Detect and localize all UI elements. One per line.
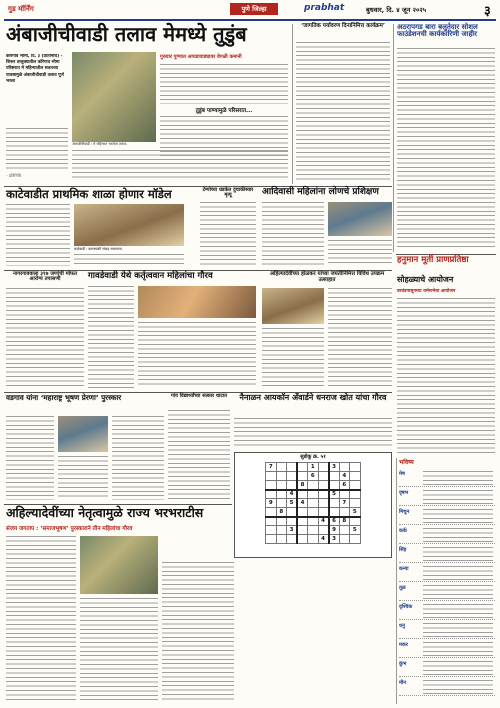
lead-callout2: तुडुंब पाण्यामुळे परिसरात... <box>195 108 253 114</box>
horoscope-text <box>423 661 493 675</box>
horoscope-item <box>399 525 495 544</box>
horoscope-text <box>423 471 493 485</box>
sudoku-cell <box>318 463 329 472</box>
bottom-subhead: संजय जगताप : ‘समाजभूषण’ पुरस्काराने तीन महिलांचा गौरव <box>6 526 133 532</box>
sudoku-cell <box>297 472 308 481</box>
horoscope-text <box>423 642 493 656</box>
bottom-body-1 <box>6 536 76 700</box>
horoscope-sign-label: कन्या <box>399 566 409 572</box>
balutedar-article <box>397 24 495 252</box>
horoscope-item <box>399 582 495 601</box>
sudoku-cell: 4 <box>318 535 329 544</box>
column-rule-2 <box>393 24 394 252</box>
sudoku-cell <box>318 472 329 481</box>
brand-logo: prabhat <box>304 3 345 13</box>
bottom-body-3 <box>162 562 234 700</box>
lead-byline: - प्रतिनिधि <box>6 173 22 178</box>
sudoku-cell <box>350 472 361 481</box>
horoscope-text <box>423 490 493 504</box>
school-body-left <box>6 204 70 266</box>
sudoku-row <box>266 472 361 481</box>
adivasi-body2 <box>328 240 392 266</box>
sudoku-title: सुडोकू क्र. ५१ <box>300 454 326 460</box>
sudoku-cell <box>308 490 319 499</box>
sudoku-cell: 6 <box>339 481 350 490</box>
hanuman-headline: हनुमान मूर्ती प्राणप्रतिष्ठा <box>397 255 469 265</box>
sudoku-cell <box>276 472 287 481</box>
sudoku-cell: 4 <box>287 490 298 499</box>
lead-body-left <box>6 128 68 172</box>
sudoku-cell: 5 <box>350 508 361 517</box>
sudoku-cell <box>266 472 277 481</box>
horoscope-item <box>399 544 495 563</box>
award-body-3 <box>112 416 164 500</box>
sudoku-cell <box>308 481 319 490</box>
award-photo <box>58 416 108 452</box>
sudoku-cell: 5 <box>287 499 298 508</box>
sudoku-cell <box>287 481 298 490</box>
health-camp-title: नागरगाववाला ३१७ जणांची मोफत आरोग्य तपासणी <box>13 271 77 283</box>
hanuman-subhead: सोहळ्याचे आयोजन <box>397 275 454 284</box>
sudoku-cell: 3 <box>287 526 298 535</box>
sudoku-cell: 9 <box>266 499 277 508</box>
sudoku-row <box>266 490 361 499</box>
nayan-headline: नैनाळन आयकॉन अँवार्डने धनराज खोत यांचा गौरव <box>239 393 387 402</box>
sudoku-cell: 3 <box>329 463 340 472</box>
school-body-right <box>74 254 184 266</box>
gavade-headline: गावडेवाडी येथे कर्तृत्ववान महिलांचा गौरव <box>88 271 213 281</box>
sudoku-cell <box>350 490 361 499</box>
school-headline: काटेवाडीत प्राथमिक शाळा होणार मॉडेल <box>6 187 172 201</box>
horoscope-item <box>399 677 495 696</box>
sudoku-cell: 4 <box>339 472 350 481</box>
ahilya-events-body <box>262 328 324 388</box>
horoscope-item <box>399 639 495 658</box>
horoscope-text <box>423 566 493 580</box>
environment-title: ‘जागतिक पर्यावरण दिनानिमित्त कार्यक्रम’ <box>301 23 385 29</box>
health-camp-article <box>6 272 84 390</box>
sudoku-cell: 4 <box>318 517 329 526</box>
page-number: ३ <box>484 4 491 19</box>
horoscope-sign-label: सिंह <box>399 547 407 553</box>
masthead <box>0 0 500 22</box>
sudoku-cell <box>276 481 287 490</box>
horoscope-item <box>399 658 495 677</box>
sudoku-cell <box>318 481 329 490</box>
lead-body-bottom <box>72 150 288 178</box>
sudoku-cell: 5 <box>329 490 340 499</box>
horoscope-item <box>399 563 495 582</box>
student-article <box>168 394 230 502</box>
sudoku-cell: 6 <box>329 517 340 526</box>
sudoku-cell <box>287 463 298 472</box>
masthead-rule <box>4 19 496 21</box>
sudoku-cell <box>339 490 350 499</box>
sudoku-cell: 4 <box>297 499 308 508</box>
nayan-article <box>234 394 392 448</box>
adivasi-body <box>262 202 324 266</box>
sudoku-cell: 6 <box>308 472 319 481</box>
sudoku-cell: 9 <box>329 526 340 535</box>
hanuman-kicker: वरवंडपासूनच्या धर्मसभेचा आयोजन <box>397 289 456 294</box>
column-rule-3 <box>396 458 397 704</box>
sudoku-cell <box>350 463 361 472</box>
school-photo <box>74 204 184 246</box>
horoscope-sign-label: वृषभ <box>399 490 409 496</box>
sudoku-cell <box>297 490 308 499</box>
sudoku-cell <box>266 481 277 490</box>
sudoku-cell <box>297 463 308 472</box>
sudoku-row <box>266 463 361 472</box>
tempo-title: टेम्पोच्या धडकेत दुचाकीस्वार मृत्यू <box>202 187 254 199</box>
horoscope-text <box>423 604 493 618</box>
adivasi-article <box>262 188 392 268</box>
hanuman-body <box>397 298 495 454</box>
gavade-photo <box>138 286 256 318</box>
sudoku-cell <box>350 481 361 490</box>
edition-date: बुधवार, दि. ४ जून २०२५ <box>366 6 427 14</box>
sudoku-cell: 8 <box>297 481 308 490</box>
horoscope-text <box>423 528 493 542</box>
sudoku-cell <box>329 481 340 490</box>
bottom-photo <box>80 536 158 594</box>
horoscope-item <box>399 468 495 487</box>
horoscope-sign-label: तूळ <box>399 585 406 591</box>
horoscope-item <box>399 487 495 506</box>
balutedar-body <box>397 48 495 248</box>
student-title: गांव विद्यार्थ्यांच्या सत्कार थाटात <box>171 393 227 399</box>
bottom-body-2 <box>80 598 158 700</box>
lead-headline: अंबाजीचीवाडी तलाव मेमध्ये तुडुंब <box>6 22 247 46</box>
sudoku-cell: 3 <box>329 535 340 544</box>
horoscope-text <box>423 680 493 694</box>
lead-intro: कोरेगाव भीमा, दि. ३ (प्रतिनिधि) - शिरूर तालुक्यातील कोरेगाव भीमा परिसरात मे महिन्यातील सततच्या पावसामुळे अंबाजीचीवाडी तलाव पूर्ण भरला <box>6 54 64 84</box>
ahilya-events-body2 <box>328 288 392 388</box>
school-article <box>6 188 188 268</box>
environment-article <box>296 24 390 184</box>
ahilya-events-title: अहिल्यादेवींच्या होळकर यांच्या जयंतीनिमित्त विविध उपक्रम उत्साहात <box>269 271 385 283</box>
sudoku-cell <box>287 472 298 481</box>
horoscope-text <box>423 547 493 561</box>
ahilya-events-photo <box>262 288 324 324</box>
lead-callout: गुरुवार पुण्यात आयडावाड्यावर वेगळी कमानी <box>160 54 242 60</box>
horoscope-title: भविष्य <box>399 459 414 466</box>
school-photo-caption: काटेवाडी : ग्रामस्थांशी संवाद साधताना. <box>74 247 123 251</box>
sudoku-cell: 7 <box>266 463 277 472</box>
sudoku-row <box>266 481 361 490</box>
horoscope-sign-label: मीन <box>399 680 407 686</box>
tempo-article <box>200 188 256 268</box>
nayan-body <box>234 418 392 446</box>
gavade-article <box>88 272 258 390</box>
tempo-body <box>200 202 256 266</box>
horoscope-sign-label: मकर <box>399 642 408 648</box>
lead-body-mid <box>160 64 288 104</box>
lead-article <box>6 24 288 184</box>
environment-body <box>296 42 390 182</box>
horoscope-sign-label: वृश्चिक <box>399 604 413 610</box>
horoscope-sign-label: कुंभ <box>399 661 407 667</box>
hanuman-article <box>397 256 495 456</box>
sudoku-cell <box>276 463 287 472</box>
sudoku-cell <box>318 490 329 499</box>
adivasi-headline: आदिवासी महिलांना लोणचे प्रशिक्षण <box>262 187 379 197</box>
horoscope-item <box>399 506 495 525</box>
sudoku-cell: 5 <box>350 526 361 535</box>
horoscope-sign-label: मेष <box>399 471 405 477</box>
balutedar-title: अठरापगड बारा बलुतेदार सोशल फाउंडेशनची कार्यकारिणी जाहीर <box>397 23 478 39</box>
horoscope-text <box>423 585 493 599</box>
gavade-body-right <box>138 322 256 388</box>
health-camp-body <box>6 288 84 388</box>
award-body-2 <box>58 456 108 500</box>
column-rule-1 <box>292 24 293 184</box>
horoscope-sign-label: मिथुन <box>399 509 410 515</box>
sudoku-cell <box>276 490 287 499</box>
award-body-1 <box>6 416 54 500</box>
lead-photo-lake <box>72 52 156 142</box>
horoscope-text <box>423 509 493 523</box>
horoscope-item <box>399 620 495 639</box>
horoscope-text <box>423 623 493 637</box>
horoscope-item <box>399 601 495 620</box>
ahilya-events-article <box>262 272 392 390</box>
horoscope-box <box>399 458 495 704</box>
lead-photo-caption: अंबाजीचीवाडी : मे महिन्यात भरलेला तलाव. <box>72 142 128 146</box>
horoscope-sign-label: कर्क <box>399 528 407 534</box>
edition-label: पुणे जिल्हा <box>230 3 278 15</box>
gavade-body-left <box>88 286 134 388</box>
sudoku-cell: 7 <box>339 499 350 508</box>
section-label: गुड मॉर्निंग <box>8 5 34 13</box>
sudoku-cell <box>266 490 277 499</box>
student-body <box>168 410 230 500</box>
sudoku-cell <box>339 463 350 472</box>
sudoku-cell: 8 <box>339 517 350 526</box>
adivasi-photo <box>328 202 392 236</box>
bottom-headline: अहिल्यादेवींच्या नेतृत्वामुळे राज्य भरभराटीस <box>6 505 204 520</box>
sudoku-cell <box>329 472 340 481</box>
bottom-article <box>6 506 394 704</box>
sudoku-cell: 8 <box>276 508 287 517</box>
sudoku-cell: 1 <box>308 463 319 472</box>
award-article <box>6 394 164 502</box>
award-headline: वडगाव यांना ‘महाराष्ट्र भूषण प्रेरणा’ पुरस्कार <box>6 393 122 402</box>
horoscope-list <box>399 468 495 696</box>
horoscope-sign-label: धनु <box>399 623 405 629</box>
